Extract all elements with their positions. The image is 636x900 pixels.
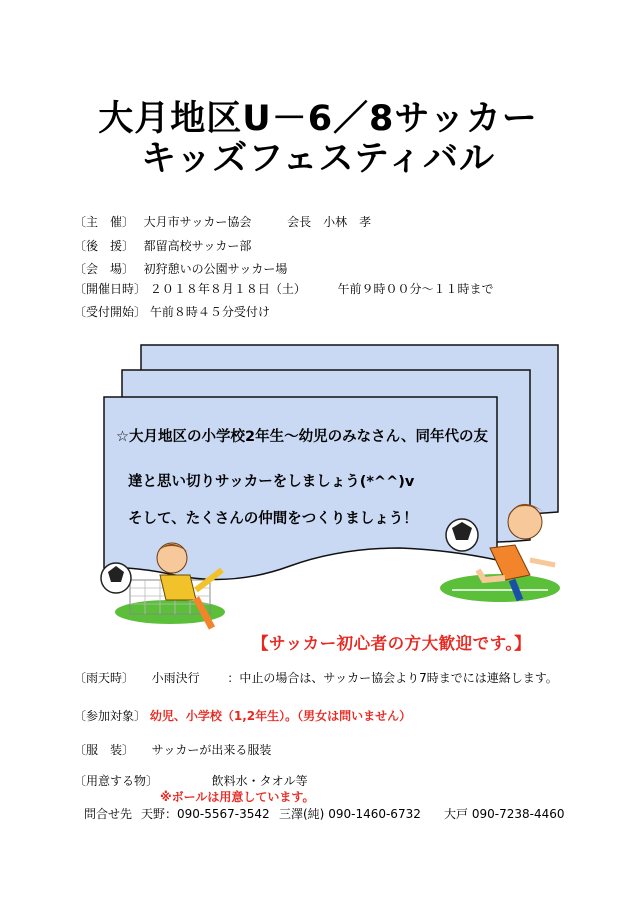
info-value: 初狩憩いの公園サッカー場 xyxy=(143,262,288,276)
detail-label: 〔服 装〕 xyxy=(74,743,135,757)
contact-phone: 090-7238-4460 xyxy=(471,807,565,821)
info-value: 都留高校サッカー部 xyxy=(143,239,252,253)
detail-value: 飲料水・タオル等 xyxy=(211,774,308,788)
info-extra: 会長 小林 孝 xyxy=(287,215,372,229)
contact-1 xyxy=(141,806,270,822)
contact-name: 天野： xyxy=(141,807,178,821)
detail-note: ：中止の場合は、サッカー協会より7時までには連絡します。 xyxy=(227,671,558,685)
title-line-2: キッズフェスティバル xyxy=(140,139,496,179)
detail-row-clothing xyxy=(74,742,271,758)
detail-value: 幼児、小学校（1,2年生）。（男女は問いません） xyxy=(149,709,412,723)
detail-row-rain xyxy=(74,670,558,686)
contact-phone: 090-1460-6732 xyxy=(328,807,421,821)
detail-value: 小雨決行 xyxy=(151,671,200,685)
contact-label: 問合せ先 xyxy=(84,807,133,821)
info-label: 〔主 催〕 xyxy=(74,215,135,229)
info-value: 午前８時４５分受付け xyxy=(149,305,270,319)
info-label: 〔会 場〕 xyxy=(74,262,135,276)
contact-phone: 090-5567-3542 xyxy=(177,807,270,821)
info-label: 〔開催日時〕 xyxy=(74,282,147,296)
contact-2 xyxy=(279,806,421,822)
info-label: 〔受付開始〕 xyxy=(74,305,147,319)
detail-label: 〔雨天時〕 xyxy=(74,671,135,685)
contact-3 xyxy=(444,806,565,822)
info-value: 大月市サッカー協会 xyxy=(143,215,252,229)
info-label: 〔後 援〕 xyxy=(74,239,135,253)
detail-label: 〔参加対象〕 xyxy=(74,709,147,723)
ball-note: ※ボールは用意しています。 xyxy=(160,790,315,804)
message-line-1: ☆大月地区の小学校2年生～幼児のみなさん、同年代の友 xyxy=(116,429,488,445)
contact-name: 三澤(純) xyxy=(279,807,325,821)
message-line-2: 達と思い切りサッカーをしましょう(*^^)v xyxy=(128,474,415,490)
detail-label: 〔用意する物〕 xyxy=(74,774,159,788)
info-extra: 午前９時００分～１１時まで xyxy=(337,282,494,296)
contact-name: 大戸 xyxy=(444,807,469,821)
detail-row-target xyxy=(74,708,411,724)
detail-value: サッカーが出来る服装 xyxy=(151,743,272,757)
info-value: ２０１８年８月１８日（土） xyxy=(149,282,306,296)
detail-row-items xyxy=(74,773,308,789)
title-line-1: 大月地区U－6／8サッカー xyxy=(98,99,538,139)
welcome-banner-text: 【サッカー初心者の方大歓迎です。】 xyxy=(252,634,532,653)
message-line-3: そして、たくさんの仲間をつくりましょう！ xyxy=(128,511,418,527)
